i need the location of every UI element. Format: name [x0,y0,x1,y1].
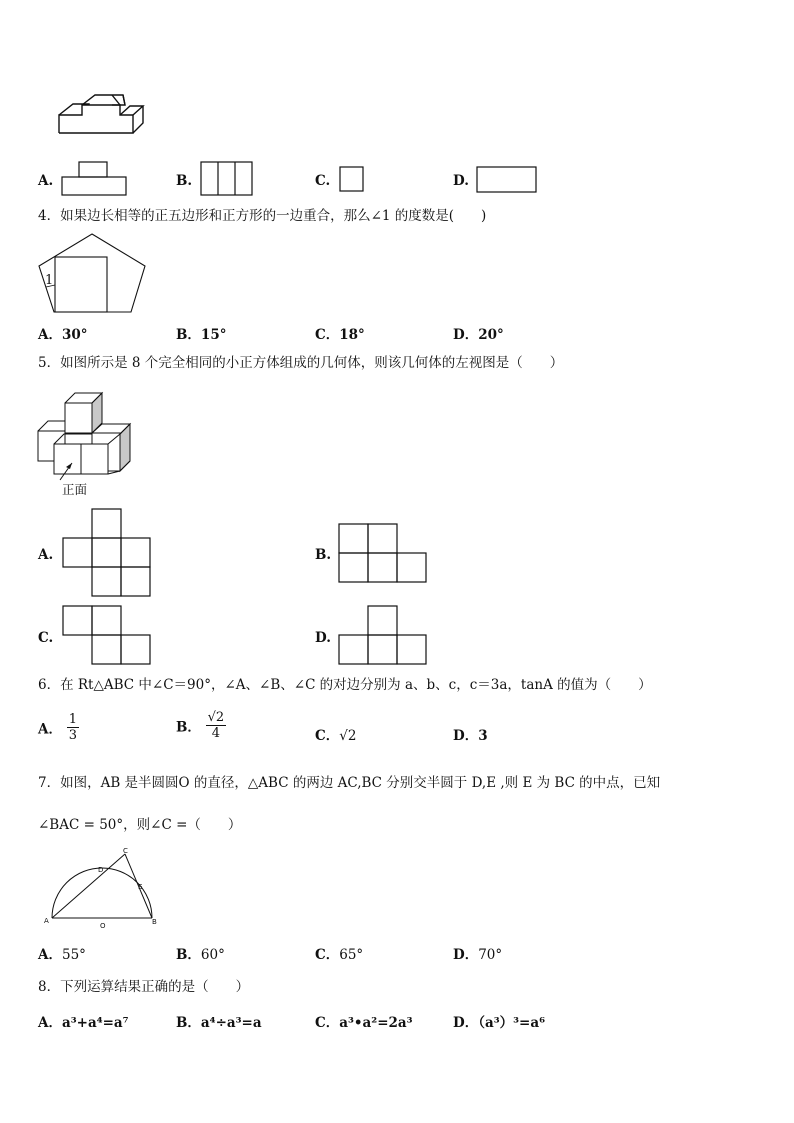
q8-option-d[interactable] [453,1011,545,1031]
q8-option-c-value: a³•a²=2a³ [339,1015,413,1031]
q3-option-a-label[interactable]: A. [38,173,54,189]
q4-option-d-value: 20° [478,327,504,343]
q5-option-a-figure[interactable] [62,508,154,598]
q7-point-e: E [138,883,143,891]
q6-option-d-letter: D． [453,728,479,744]
q4-option-a-value: 30° [61,327,88,343]
q4-option-d-letter: D． [453,327,479,343]
q8-option-a-value: a³+a⁴=a⁷ [61,1015,129,1031]
q8-option-b-letter: B． [176,1015,201,1031]
q3-option-a-figure[interactable] [61,161,129,197]
q8-option-d-value: （a³）³=a⁶ [478,1015,546,1031]
q6-option-b-fraction [206,710,227,741]
q7-option-d[interactable] [453,943,502,963]
q4-option-a[interactable] [38,323,88,343]
q3-option-d-figure[interactable] [476,166,538,194]
q4-option-c-letter: C． [315,327,340,343]
q7-option-c-letter: C． [315,947,340,963]
q8-question-text: 8．下列运算结果正确的是（ ） [38,979,250,995]
q6-option-b[interactable] [176,710,226,741]
q6-option-d[interactable] [453,724,488,744]
q5-option-a-label[interactable]: A. [38,547,54,563]
q6-option-a-denominator: 3 [68,728,77,743]
q6-question-text: 6．在 Rt△ABC 中∠C＝90°，∠A、∠B、∠C 的对边分别为 a、b、c，c＝3a，tanA 的值为（ ） [38,677,652,693]
q6-option-c[interactable] [315,724,356,744]
q8-option-d-letter: D． [453,1015,479,1031]
q7-option-b-value: 60° [200,947,225,963]
q7-option-a[interactable] [38,943,86,963]
q7-option-a-value: 55° [61,947,86,963]
q6-option-c-letter: C． [315,728,340,744]
q7-option-a-letter: A． [38,947,62,963]
q7-question-text-line2: ∠BAC = 50°，则∠C =（ ） [38,817,242,833]
q6-option-a-numerator: 1 [68,712,77,727]
q7-question-text-line1: 7．如图，AB 是半圆圆O 的直径，△ABC 的两边 AC,BC 分别交半圆于 D,E ,则 E 为 BC 的中点，已知 [38,775,661,791]
q5-option-d-figure[interactable] [338,605,430,667]
q3-option-c-label[interactable]: C. [315,173,331,189]
q5-option-d-label[interactable]: D. [315,630,331,646]
q7-point-c: C [123,847,128,855]
q6-option-c-value: √2 [339,728,357,744]
q8-option-a-letter: A． [38,1015,62,1031]
q4-option-a-letter: A． [38,327,62,343]
q6-option-a-fraction [67,712,79,743]
q7-option-b-letter: B． [176,947,201,963]
q6-option-a-letter: A． [38,721,62,738]
q3-solid-figure [55,88,150,138]
q8-option-b-value: a⁴÷a³=a [200,1015,262,1031]
q4-question-text: 4．如果边长相等的正五边形和正方形的一边重合，那么∠1 的度数是( ) [38,208,487,224]
q7-semicircle-figure [40,848,165,930]
q7-option-c-value: 65° [339,947,364,963]
q5-option-c-figure[interactable] [62,605,154,667]
q8-option-b[interactable] [176,1011,262,1031]
q5-option-b-label[interactable]: B. [315,547,332,563]
q5-cubes-figure [36,383,136,495]
q6-option-b-letter: B． [176,719,201,736]
q7-option-d-value: 70° [478,947,503,963]
q3-option-b-label[interactable]: B. [176,173,193,189]
q7-point-b: B [152,918,157,926]
q8-option-c[interactable] [315,1011,413,1031]
q5-option-c-label[interactable]: C. [38,630,54,646]
q6-option-a[interactable] [38,712,79,743]
q3-option-d-label[interactable]: D. [453,173,469,189]
q7-point-d: D [98,866,104,874]
q6-option-b-denominator: 4 [211,726,221,741]
q5-question-text: 5．如图所示是 8 个完全相同的小正方体组成的几何体，则该几何体的左视图是（ ） [38,355,564,371]
q6-option-b-numerator: √2 [207,710,225,725]
q7-option-b[interactable] [176,943,225,963]
q3-option-c-figure[interactable] [339,166,365,194]
q3-option-b-figure[interactable] [200,161,255,197]
q7-point-o: O [100,922,106,930]
q4-option-b[interactable] [176,323,226,343]
q4-angle-label: 1 [45,273,54,288]
q7-option-c[interactable] [315,943,363,963]
q8-option-c-letter: C． [315,1015,340,1031]
q5-front-label: 正面 [62,482,88,497]
q4-option-c[interactable] [315,323,365,343]
q4-option-c-value: 18° [339,327,365,343]
q5-option-b-figure[interactable] [338,523,430,585]
q8-option-a[interactable] [38,1011,129,1031]
q6-option-d-value: 3 [478,728,488,744]
q4-option-b-value: 15° [200,327,227,343]
q7-option-d-letter: D． [453,947,479,963]
q7-point-a: A [44,917,49,925]
q4-option-d[interactable] [453,323,504,343]
q4-option-b-letter: B． [176,327,201,343]
